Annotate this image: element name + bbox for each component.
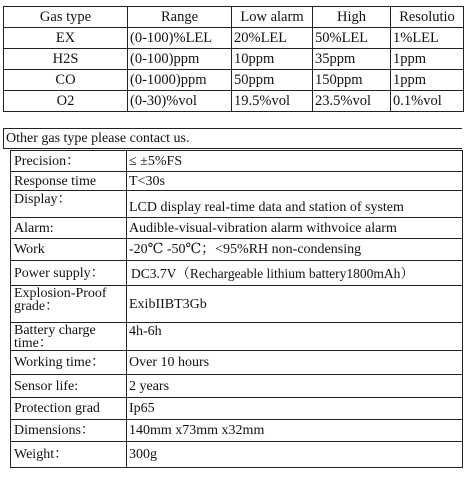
low-alarm-cell: 20%LEL xyxy=(232,28,313,49)
range-cell: (0-30)%vol xyxy=(128,91,232,112)
low-alarm-cell: 10ppm xyxy=(232,49,313,70)
resolution-cell: 1%LEL xyxy=(391,28,464,49)
spec-value: 2 years xyxy=(127,375,463,398)
spec-value: 300g xyxy=(127,442,463,468)
spec-label: Explosion-Proof grade： xyxy=(11,286,127,323)
gas-spec-table xyxy=(3,6,464,112)
spec-value: Ip65 xyxy=(127,398,463,420)
spec-label: Response time xyxy=(11,172,127,191)
spec-row-protection-grade xyxy=(11,398,463,420)
spec-value: DC3.7V（Rechargeable lithium battery1800mAh） xyxy=(127,261,463,286)
spec-label: Sensor life: xyxy=(11,375,127,398)
spec-label: Battery charge time： xyxy=(11,323,127,351)
spec-row-power-supply xyxy=(11,261,463,286)
high-alarm-cell: 23.5%vol xyxy=(313,91,391,112)
spec-label: Working time： xyxy=(11,351,127,375)
range-cell: (0-100)ppm xyxy=(128,49,232,70)
table-row xyxy=(4,49,464,70)
range-cell: (0-1000)ppm xyxy=(128,70,232,91)
low-alarm-cell: 19.5%vol xyxy=(232,91,313,112)
spec-label: Display： xyxy=(11,191,127,218)
header-low-alarm: Low alarm xyxy=(232,7,313,28)
high-alarm-cell: 150ppm xyxy=(313,70,391,91)
spec-row-alarm xyxy=(11,218,463,239)
spec-value: ≤ ±5%FS xyxy=(127,151,463,172)
resolution-cell: 1ppm xyxy=(391,49,464,70)
contact-note: Other gas type please contact us. xyxy=(3,128,462,149)
table-row xyxy=(4,91,464,112)
low-alarm-cell: 50ppm xyxy=(232,70,313,91)
spec-row-explosion-proof xyxy=(11,286,463,323)
spec-table xyxy=(10,150,463,468)
spec-row-dimensions xyxy=(11,420,463,442)
spec-value: ExibIIBT3Gb xyxy=(127,286,463,323)
spec-label: Protection grad xyxy=(11,398,127,420)
header-range: Range xyxy=(128,7,232,28)
spec-value: Over 10 hours xyxy=(127,351,463,375)
spec-row-sensor-life xyxy=(11,375,463,398)
range-cell: (0-100)%LEL xyxy=(128,28,232,49)
header-gas-type: Gas type xyxy=(4,7,128,28)
header-high: High xyxy=(313,7,391,28)
spec-row-battery-charge xyxy=(11,323,463,351)
spec-row-response-time xyxy=(11,172,463,191)
spec-value: -20℃ -50℃；<95%RH non-condensing xyxy=(127,239,463,261)
spec-label: Precision： xyxy=(11,151,127,172)
spec-value: LCD display real-time data and station of system xyxy=(127,191,463,218)
gas-type-cell: EX xyxy=(4,28,128,49)
spec-label: Power supply： xyxy=(11,261,127,286)
spec-row-display xyxy=(11,191,463,218)
spec-label: Weight： xyxy=(11,442,127,468)
spec-label: Work xyxy=(11,239,127,261)
spec-label: Alarm: xyxy=(11,218,127,239)
resolution-cell: 0.1%vol xyxy=(391,91,464,112)
gas-type-cell: CO xyxy=(4,70,128,91)
spec-value: 4h-6h xyxy=(127,323,463,351)
spec-value: Audible-visual-vibration alarm withvoice alarm xyxy=(127,218,463,239)
high-alarm-cell: 50%LEL xyxy=(313,28,391,49)
resolution-cell: 1ppm xyxy=(391,70,464,91)
table-row xyxy=(4,28,464,49)
spec-label: Dimensions： xyxy=(11,420,127,442)
table-row xyxy=(4,70,464,91)
gas-type-cell: H2S xyxy=(4,49,128,70)
spec-row-precision xyxy=(11,151,463,172)
table-header-row xyxy=(4,7,464,28)
high-alarm-cell: 35ppm xyxy=(313,49,391,70)
gas-type-cell: O2 xyxy=(4,91,128,112)
spec-row-weight xyxy=(11,442,463,468)
spec-value: 140mm x73mm x32mm xyxy=(127,420,463,442)
spec-row-working-time xyxy=(11,351,463,375)
spec-value: T<30s xyxy=(127,172,463,191)
spec-row-work xyxy=(11,239,463,261)
header-resolution: Resolutio xyxy=(391,7,464,28)
